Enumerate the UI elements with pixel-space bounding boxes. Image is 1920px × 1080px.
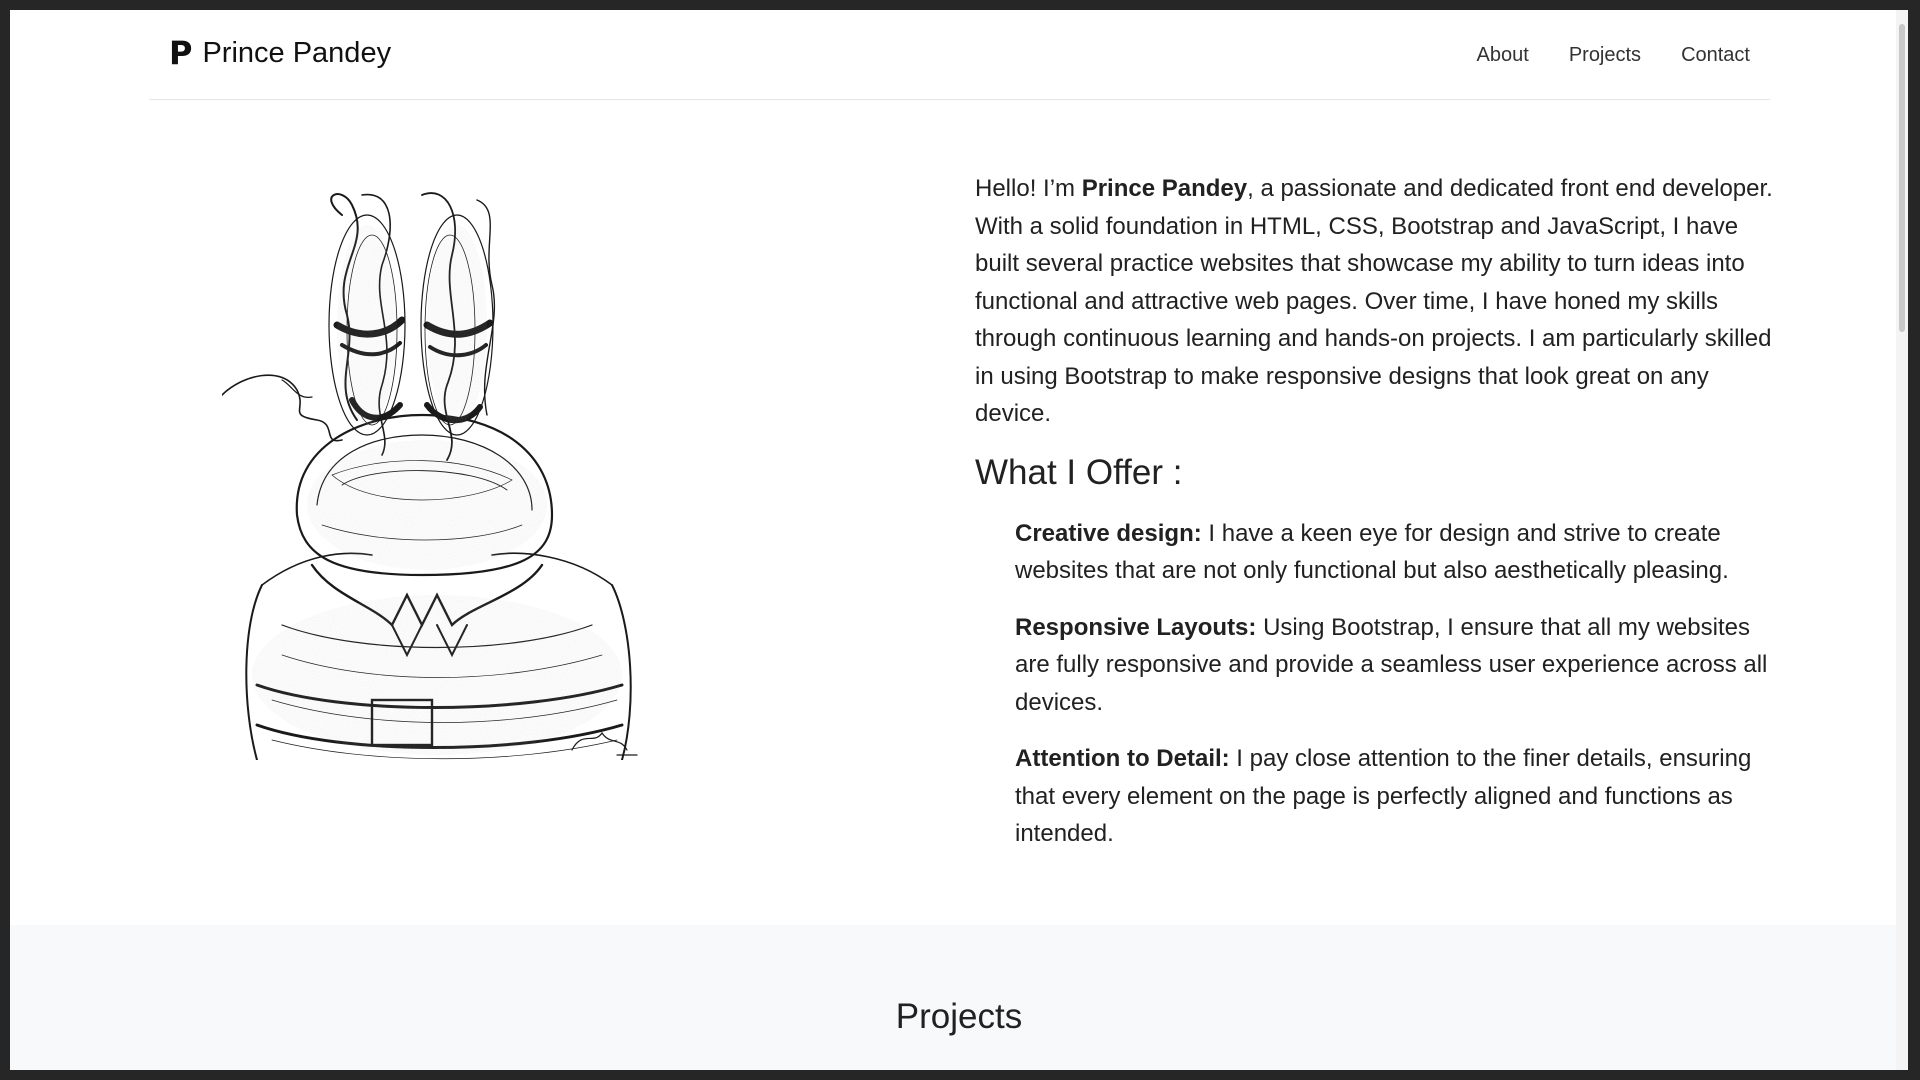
brand-link[interactable] (169, 34, 392, 72)
offer-heading: What I Offer : (975, 452, 1183, 492)
intro-text: , a passionate and dedicated front end developer. With a solid foundation in HTML, CSS, Bootstrap and JavaScript, I have built several practice websites that showcase my ability to turn ideas into functional and attractive web pages. Over time, I have honed my skills through continuous learning and hands-on projects. I am particularly skilled in using Bootstrap to make responsive designs that look great on any device. (975, 175, 1773, 427)
nav-link-projects[interactable]: Projects (1568, 44, 1642, 66)
offer-text: I have a keen eye for design and strive to create websites that are not only functional but also aesthetically pleasing. (1015, 519, 1729, 584)
offer-item-attention-to-detail (1015, 740, 1775, 853)
brand-logo-icon: P (169, 34, 193, 72)
offer-text: I pay close attention to the finer details, ensuring that every element on the page is perfectly aligned and functions as intended. (1015, 745, 1752, 847)
offer-text: Using Bootstrap, I ensure that all my websites are fully responsive and provide a seamless user experience across all devices. (1015, 613, 1768, 716)
offer-term: Creative design: (1015, 519, 1202, 547)
offer-term: Responsive Layouts: (1015, 613, 1257, 641)
offer-item-responsive-layouts (1015, 609, 1775, 722)
navbar (149, 10, 1770, 100)
offer-item-creative-design (1015, 515, 1775, 590)
page-scrollbar[interactable] (1896, 10, 1908, 1070)
projects-section (10, 925, 1908, 1070)
about-section (975, 170, 1775, 872)
offer-list (975, 515, 1775, 853)
hero-sketch-image (222, 185, 642, 760)
intro-name: Prince Pandey (1081, 175, 1248, 202)
nav-link-contact[interactable]: Contact (1681, 44, 1750, 66)
offer-term: Attention to Detail: (1015, 745, 1230, 772)
scrollbar-thumb[interactable] (1899, 24, 1905, 332)
projects-heading: Projects (895, 997, 1023, 1036)
nav-links (1477, 44, 1750, 67)
about-intro (975, 170, 1775, 433)
browser-viewport (10, 10, 1908, 1070)
brand-name: Prince Pandey (202, 36, 392, 69)
nav-link-about[interactable]: About (1476, 44, 1529, 66)
intro-prefix: Hello! I’m (975, 175, 1082, 202)
